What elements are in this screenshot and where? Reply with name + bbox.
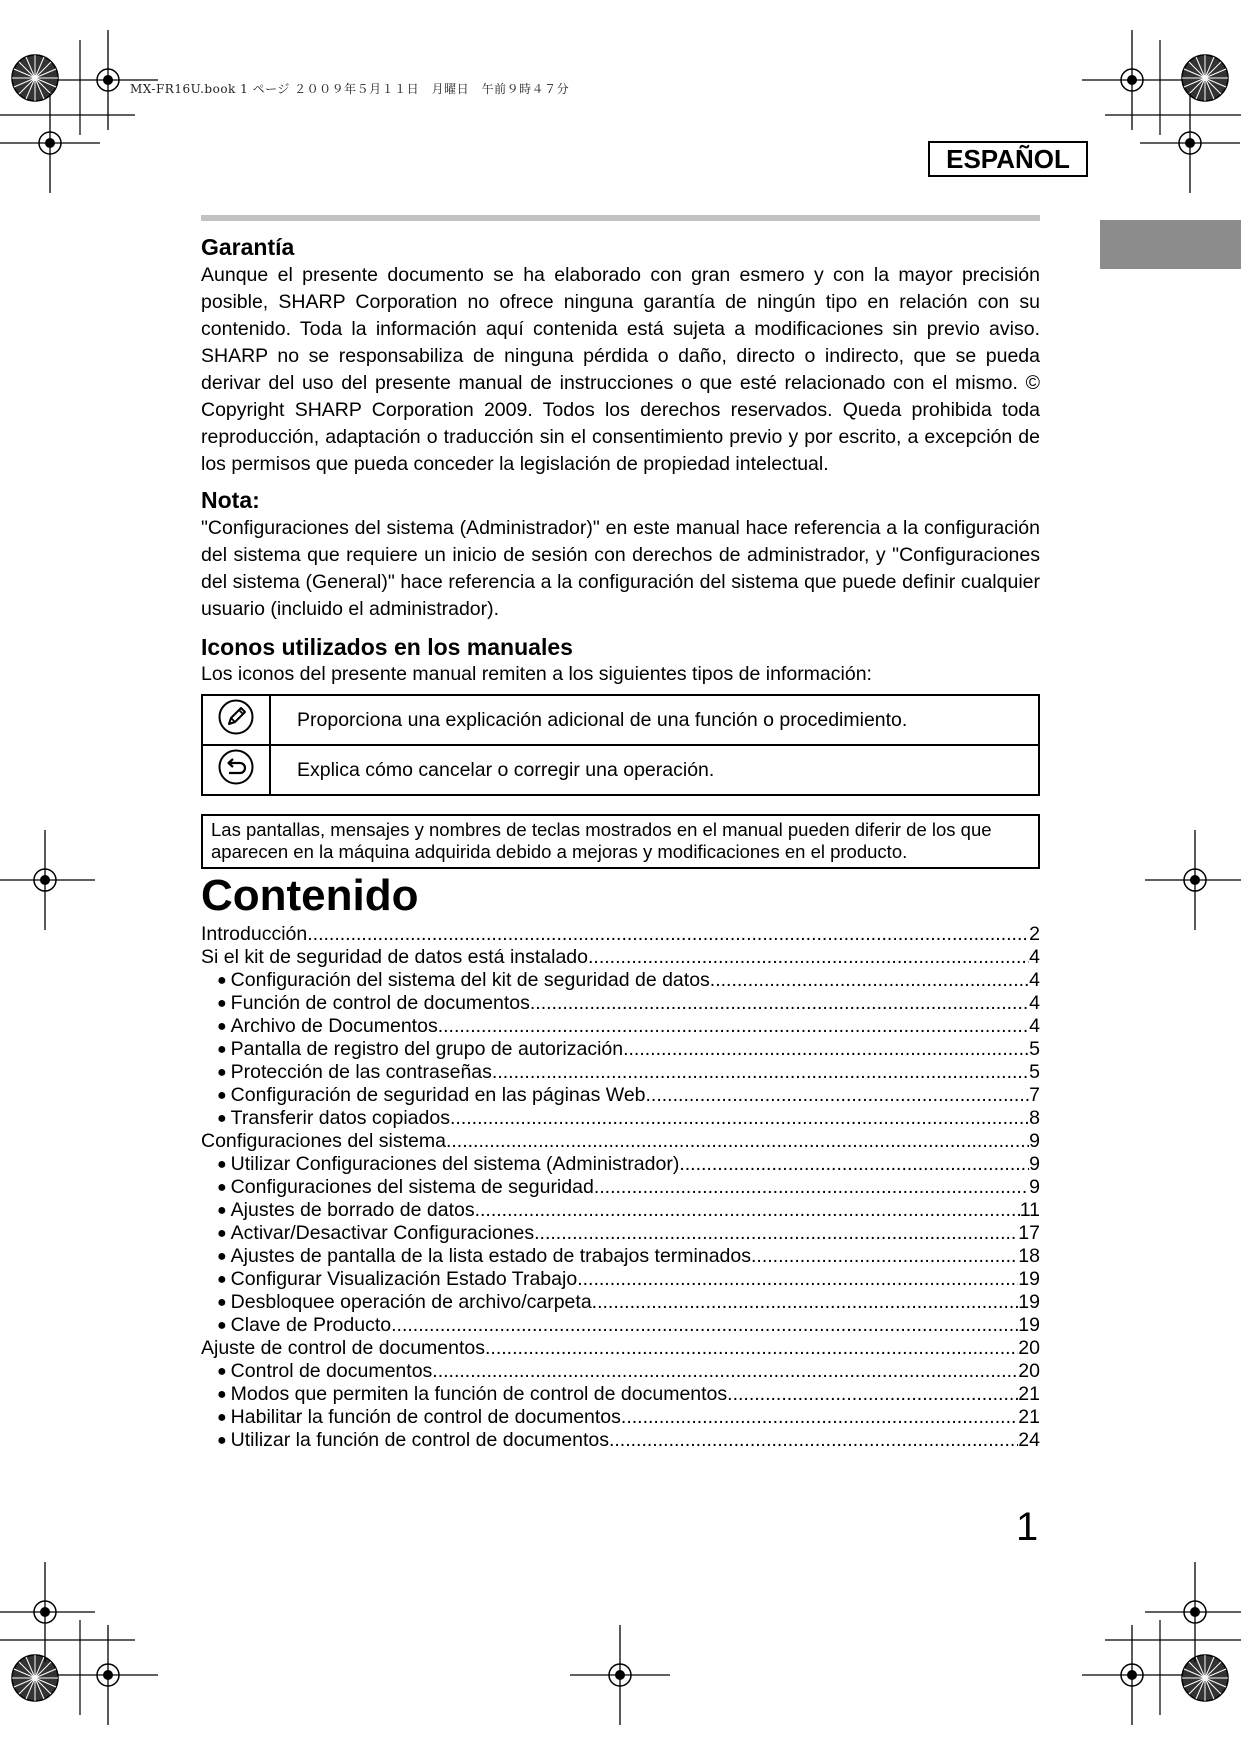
bullet-icon: ● [217,1409,227,1426]
table-row [202,695,1039,745]
toc-entry-label: Activar/Desactivar Configuraciones [230,1222,535,1244]
toc-entry-label: Configurar Visualización Estado Trabajo [230,1268,578,1290]
toc-entry-label: Configuración del sistema del kit de seguridad de datos [230,969,710,991]
pencil-note-icon [217,698,255,736]
side-tab [1100,220,1241,269]
toc-entry[interactable] [201,969,1040,992]
icons-heading: Iconos utilizados en los manuales [201,634,573,660]
toc-entry[interactable] [201,1222,1040,1245]
toc-entry[interactable] [201,1038,1040,1061]
bullet-icon: ● [217,1432,227,1449]
bullet-icon: ● [217,1225,227,1242]
toc-entry-page: 19 [1018,1314,1040,1336]
toc-entry[interactable] [201,1268,1040,1291]
toc-leader-dots [446,1130,1029,1153]
starburst-mark-top-left [12,55,58,101]
toc-entry[interactable] [201,1406,1040,1429]
toc-entry-page: 8 [1029,1107,1040,1129]
toc-entry-label: Ajustes de borrado de datos [230,1199,475,1221]
toc-entry-label: Configuraciones del sistema de seguridad [230,1176,594,1198]
toc-entry-label: Modos que permiten la función de control de documentos [230,1383,728,1405]
toc-entry-page: 19 [1018,1268,1040,1290]
bullet-icon: ● [217,1202,227,1219]
toc-entry-label: Utilizar la función de control de documentos [230,1429,609,1451]
toc-entry-label: Ajustes de pantalla de la lista estado de trabajos terminados [230,1245,751,1267]
registration-cross [1145,830,1241,930]
notice-box: Las pantallas, mensajes y nombres de teclas mostrados en el manual pueden diferir de los que aparecen en la máquina adquirida debido a mejoras y modificaciones en el producto. [201,814,1040,869]
warranty-section [201,232,1040,478]
main-content [201,232,1040,1452]
toc-entry-page: 2 [1029,923,1040,945]
toc-leader-dots [727,1383,1018,1406]
toc-entry-page: 19 [1018,1291,1040,1313]
toc-entry[interactable] [201,1314,1040,1337]
toc-entry-page: 18 [1018,1245,1040,1267]
bullet-icon: ● [217,1317,227,1334]
toc-entry-page: 21 [1018,1406,1040,1428]
toc-entry-label: Habilitar la función de control de documentos [230,1406,621,1428]
toc-leader-dots [485,1337,1018,1360]
toc-entry-label: Si el kit de seguridad de datos está instalado [201,946,589,968]
table-of-contents [201,923,1040,1452]
toc-leader-dots [492,1061,1029,1084]
toc-entry-page: 7 [1029,1084,1040,1106]
registration-cross [0,93,100,193]
toc-leader-dots [475,1199,1020,1222]
toc-leader-dots [450,1107,1029,1130]
icon-description: Explica cómo cancelar o corregir una operación. [270,745,1039,795]
warranty-heading: Garantía [201,234,295,260]
bullet-icon: ● [217,1271,227,1288]
bullet-icon: ● [217,1041,227,1058]
bullet-icon: ● [217,1110,227,1127]
registration-cross [0,1562,95,1662]
page-number: 1 [1016,1505,1039,1549]
toc-entry-page: 9 [1029,1176,1040,1198]
contents-section [201,871,1040,1452]
toc-leader-dots [432,1360,1018,1383]
toc-leader-dots [534,1222,1018,1245]
toc-entry-label: Clave de Producto [230,1314,392,1336]
toc-leader-dots [594,1176,1029,1199]
note-section [201,485,1040,623]
toc-entry-label: Utilizar Configuraciones del sistema (Administrador) [230,1153,680,1175]
toc-leader-dots [623,1038,1029,1061]
toc-leader-dots [592,1291,1019,1314]
toc-entry[interactable] [201,946,1040,969]
toc-entry-label: Pantalla de registro del grupo de autorización [230,1038,624,1060]
toc-entry-label: Configuraciones del sistema [201,1130,446,1152]
toc-leader-dots [609,1429,1018,1452]
toc-entry-page: 4 [1029,1015,1040,1037]
bullet-icon: ● [217,1363,227,1380]
bullet-icon: ● [217,995,227,1012]
starburst-mark-top-right [1182,55,1228,101]
toc-entry[interactable] [201,1337,1040,1360]
toc-entry[interactable] [201,992,1040,1015]
bullet-icon: ● [217,1018,227,1035]
toc-entry[interactable] [201,1107,1040,1130]
toc-leader-dots [391,1314,1018,1337]
toc-entry[interactable] [201,1130,1040,1153]
toc-entry-label: Desbloquee operación de archivo/carpeta [230,1291,592,1313]
toc-entry[interactable] [201,1291,1040,1314]
note-body: "Configuraciones del sistema (Administrador)" en este manual hace referencia a la configuración del sistema que requiere un inicio de sesión con derechos de administrador, y "Configuraciones del sistema (General)" hace referencia a la configuración del sistema que puede definir cualquier usuario (incluido el administrador). [201,517,1040,620]
undo-arrow-icon [217,748,255,786]
toc-leader-dots [588,946,1029,969]
toc-entry[interactable] [201,1153,1040,1176]
starburst-mark-bottom-left [12,1655,58,1701]
icons-table [201,694,1040,796]
toc-entry-label: Configuración de seguridad en las páginas Web [230,1084,646,1106]
toc-entry-label: Introducción [201,923,308,945]
toc-entry-page: 24 [1018,1429,1040,1451]
toc-entry-label: Control de documentos [230,1360,433,1382]
toc-entry[interactable] [201,1061,1040,1084]
bullet-icon: ● [217,1156,227,1173]
bullet-icon: ● [217,972,227,989]
toc-entry-page: 11 [1019,1199,1040,1221]
registration-cross [1140,93,1240,193]
toc-entry-label: Ajuste de control de documentos [201,1337,486,1359]
toc-entry[interactable] [201,1199,1040,1222]
toc-entry-page: 5 [1029,1038,1040,1060]
toc-entry-page: 9 [1029,1153,1040,1175]
note-heading: Nota: [201,487,260,513]
bullet-icon: ● [217,1087,227,1104]
toc-leader-dots [621,1406,1018,1429]
starburst-mark-bottom-right [1182,1655,1228,1701]
toc-leader-dots [438,1015,1029,1038]
toc-entry[interactable] [201,1383,1040,1406]
toc-entry-page: 5 [1029,1061,1040,1083]
contents-title: Contenido [201,871,419,920]
registration-cross [570,1625,670,1725]
toc-entry[interactable] [201,1429,1040,1452]
toc-entry-label: Transferir datos copiados [230,1107,450,1129]
table-row [202,745,1039,795]
toc-entry-page: 20 [1018,1337,1040,1359]
toc-leader-dots [646,1084,1030,1107]
icons-intro: Los iconos del presente manual remiten a los siguientes tipos de información: [201,663,872,685]
toc-entry[interactable] [201,1084,1040,1107]
icon-description: Proporciona una explicación adicional de una función o procedimiento. [270,695,1039,745]
toc-entry[interactable] [201,1176,1040,1199]
toc-entry[interactable] [201,1360,1040,1383]
bullet-icon: ● [217,1386,227,1403]
toc-entry-page: 4 [1029,969,1040,991]
toc-entry-page: 20 [1018,1360,1040,1382]
bullet-icon: ● [217,1064,227,1081]
toc-entry[interactable] [201,1015,1040,1038]
toc-leader-dots [710,969,1029,992]
icons-section [201,632,1040,796]
toc-leader-dots [679,1153,1029,1176]
toc-entry[interactable] [201,923,1040,946]
toc-entry-page: 21 [1018,1383,1040,1405]
toc-entry-page: 17 [1018,1222,1040,1244]
toc-entry[interactable] [201,1245,1040,1268]
toc-leader-dots [530,992,1029,1015]
toc-entry-label: Archivo de Documentos [230,1015,438,1037]
toc-entry-label: Función de control de documentos [230,992,530,1014]
bullet-icon: ● [217,1179,227,1196]
toc-leader-dots [577,1268,1018,1291]
top-rule [201,215,1040,221]
toc-entry-page: 4 [1029,992,1040,1014]
registration-cross [0,830,95,930]
language-label: ESPAÑOL [928,141,1088,177]
bullet-icon: ● [217,1248,227,1265]
toc-entry-page: 9 [1029,1130,1040,1152]
bullet-icon: ● [217,1294,227,1311]
toc-leader-dots [751,1245,1018,1268]
print-header: MX-FR16U.book 1 ページ ２００９年５月１１日 月曜日 午前９時４７分 [130,82,570,96]
toc-entry-label: Protección de las contraseñas [230,1061,492,1083]
toc-leader-dots [307,923,1029,946]
toc-entry-page: 4 [1029,946,1040,968]
warranty-body: Aunque el presente documento se ha elaborado con gran esmero y con la mayor precisión posible, SHARP Corporation no ofrece ninguna garantía de ningún tipo en relación con su contenido. Toda la información aquí contenida está sujeta a modificaciones sin previo aviso. SHARP no se responsabiliza de ninguna pérdida o daño, directo o indirecto, que se pueda derivar del uso del presente manual de instrucciones o que esté relacionado con el mismo. © Copyright SHARP Corporation 2009. Todos los derechos reservados. Queda prohibida toda reproducción, adaptación o traducción sin el consentimiento previo y por escrito, a excepción de los permisos que pueda conceder la legislación de propiedad intelectual. [201,264,1040,475]
